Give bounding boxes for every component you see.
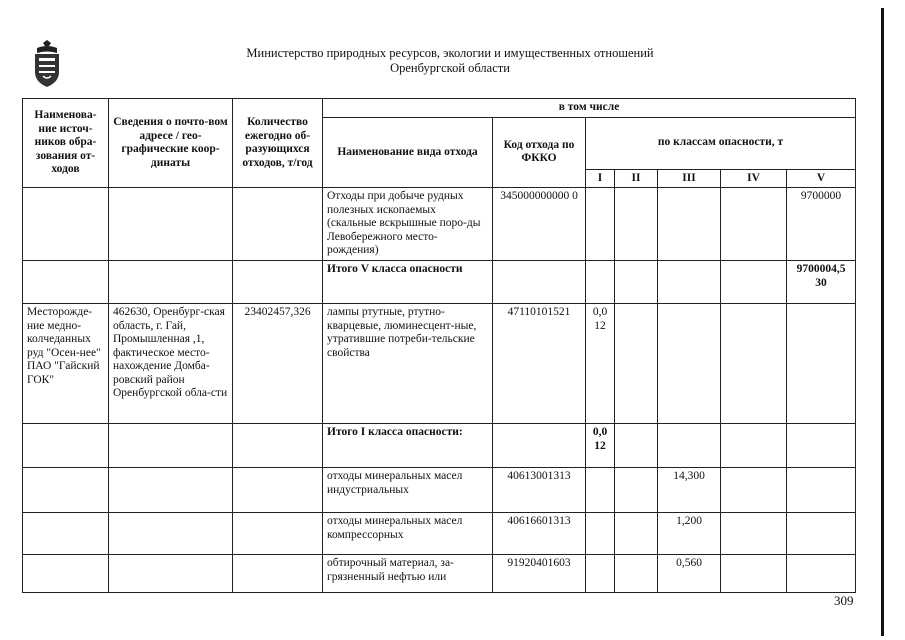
header-quantity: Количество ежегодно об-разующихся отходов, т/год <box>233 99 323 188</box>
table-row <box>23 261 856 304</box>
page-edge-line <box>881 8 884 636</box>
table-row <box>23 555 856 593</box>
ministry-name: Министерство природных ресурсов, экологии и имущественных отношений <box>246 46 654 60</box>
header-class-iii: III <box>658 169 721 188</box>
header-source: Наименова-ние источ-ников обра-зования от-ходов <box>23 99 109 188</box>
header-class-ii: II <box>615 169 658 188</box>
waste-code-cell: 345000000000 0 <box>493 188 586 261</box>
waste-code-cell: 40613001313 <box>493 468 586 513</box>
header-hazard-classes: по классам опасности, т <box>586 117 856 169</box>
waste-code-cell: 47110101521 <box>493 304 586 424</box>
subtotal-label-cell: Итого I класса опасности: <box>323 424 493 468</box>
waste-name-cell: отходы минеральных масел индустриальных <box>323 468 493 513</box>
class-i-cell: 0,0 12 <box>586 304 615 424</box>
header-waste-code: Код отхода по ФККО <box>493 117 586 188</box>
region-name: Оренбургской области <box>390 61 510 75</box>
header-class-v: V <box>787 169 856 188</box>
table-row <box>23 424 856 468</box>
table-row <box>23 468 856 513</box>
page-number: 309 <box>834 593 854 608</box>
source-cell: Месторожде-ние медно-колчеданных руд "Осен-нее" ПАО "Гайский ГОК" <box>23 304 109 424</box>
waste-code-cell: 40616601313 <box>493 513 586 555</box>
waste-table <box>22 98 856 593</box>
header-class-i: I <box>586 169 615 188</box>
subtotal-label-cell: Итого V класса опасности <box>323 261 493 304</box>
address-cell: 462630, Оренбург-ская область, г. Гай, Промышленная ,1, фактическое место-нахождение Домба-ровский район Оренбургской обла-сти <box>109 304 233 424</box>
waste-name-cell: Отходы при добыче рудных полезных ископаемых (скальные вскрышные поро-ды Левобережного место-рождения) <box>323 188 493 261</box>
header-class-iv: IV <box>721 169 787 188</box>
subtotal-class-i-cell: 0,0 12 <box>586 424 615 468</box>
class-iii-cell: 0,560 <box>658 555 721 593</box>
quantity-cell: 23402457,326 <box>233 304 323 424</box>
waste-name-cell: отходы минеральных масел компрессорных <box>323 513 493 555</box>
coat-of-arms-icon <box>34 40 60 88</box>
waste-name-cell: обтирочный материал, за-грязненный нефтью или <box>323 555 493 593</box>
table-row <box>23 513 856 555</box>
waste-name-cell: лампы ртутные, ртутно-кварцевые, люминесцент-ные, утратившие потреби-тельские свойства <box>323 304 493 424</box>
class-iii-cell: 1,200 <box>658 513 721 555</box>
header-address: Сведения о почто-вом адресе / гео-графические коор-динаты <box>109 99 233 188</box>
table-row <box>23 188 856 261</box>
header-including: в том числе <box>323 99 856 118</box>
class-v-cell: 9700000 <box>787 188 856 261</box>
header-waste-name: Наименование вида отхода <box>323 117 493 188</box>
ministry-header <box>240 46 660 76</box>
subtotal-class-v-cell: 9700004,5 30 <box>787 261 856 304</box>
table-row <box>23 304 856 424</box>
class-iii-cell: 14,300 <box>658 468 721 513</box>
waste-code-cell: 91920401603 <box>493 555 586 593</box>
header-row-1 <box>23 99 856 118</box>
